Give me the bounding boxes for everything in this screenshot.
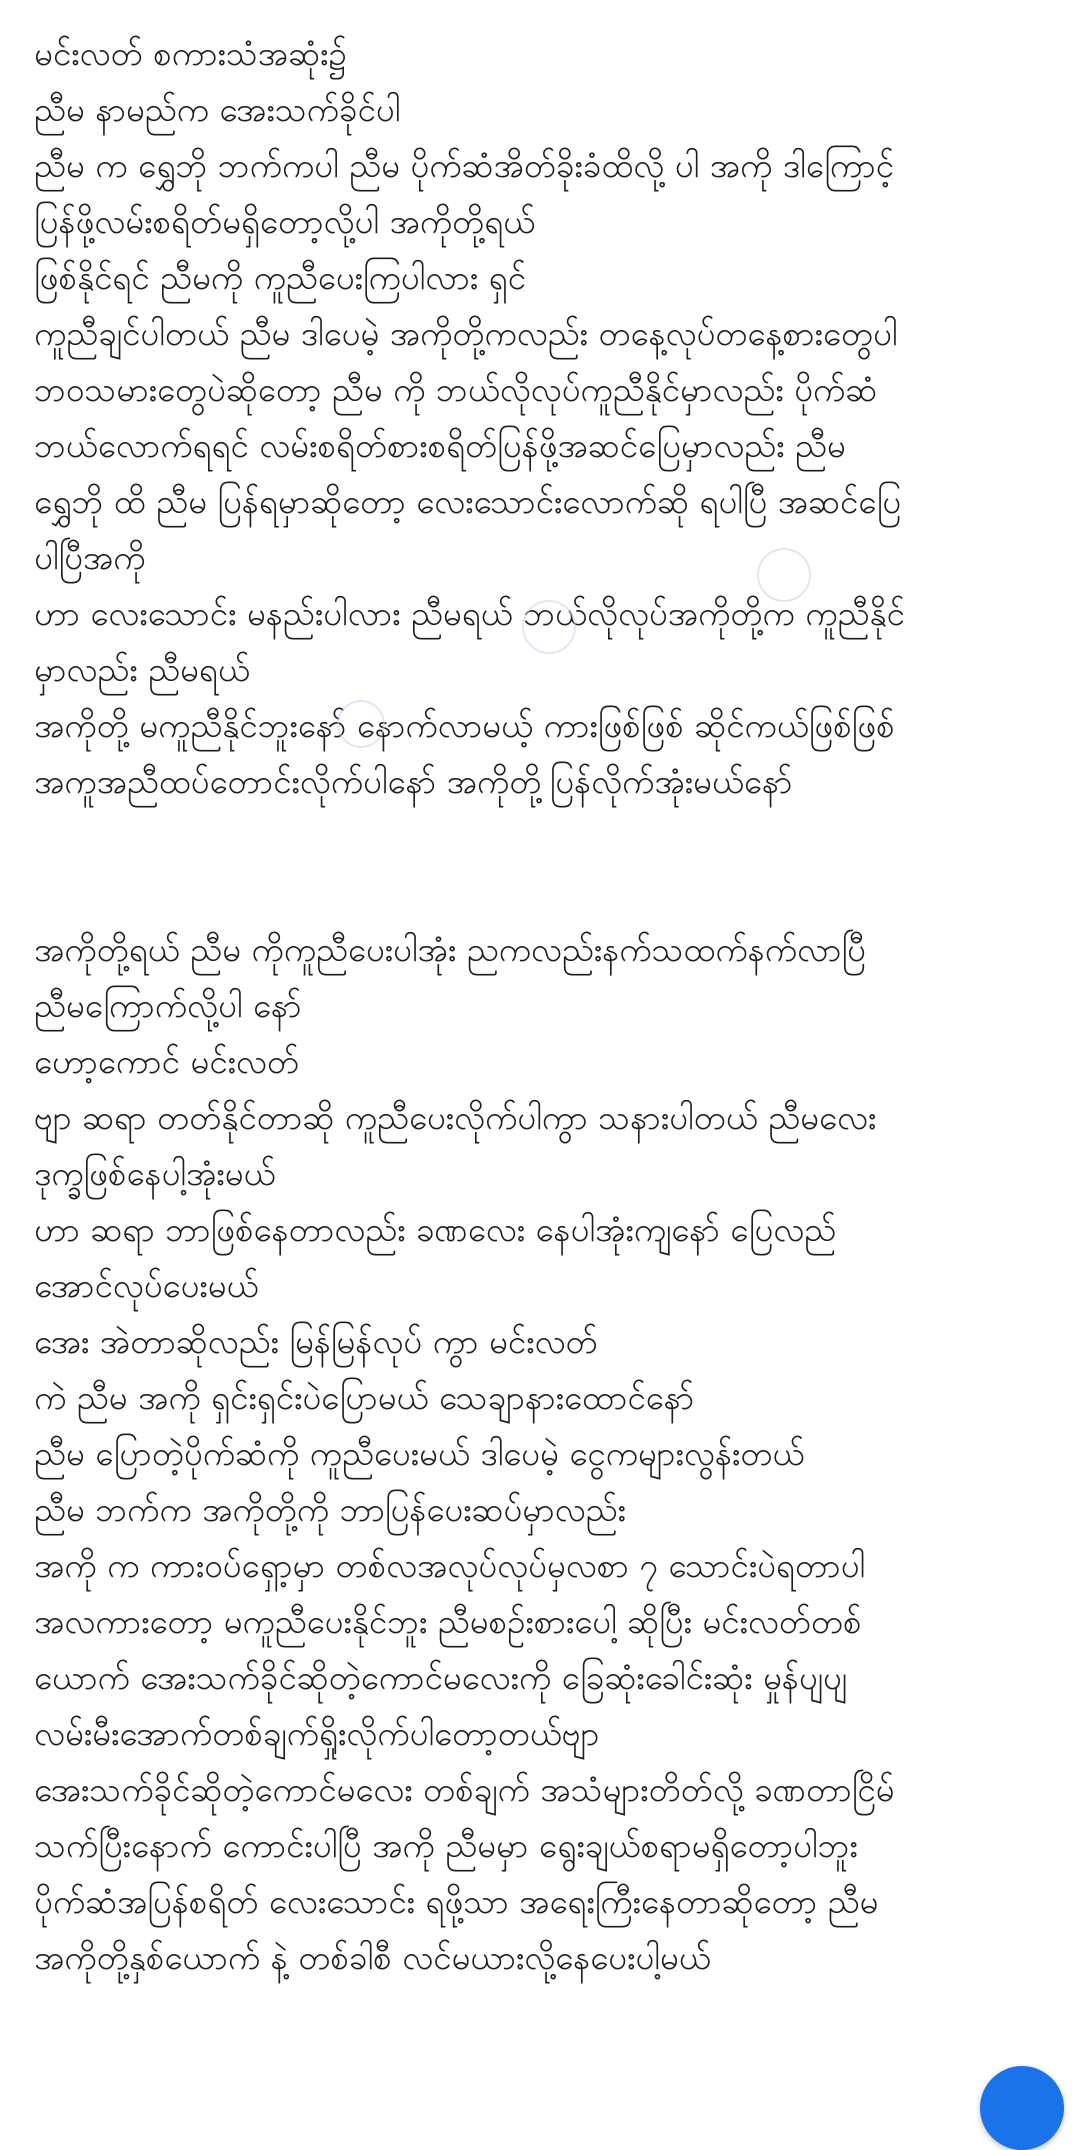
text-line: ဟာ ဆရာ ဘာဖြစ်နေတာလည်း ခဏလေး နေပါအုံးကျနော် ပြေလည် [34,1210,837,1249]
paragraph-gap [34,810,1054,922]
text-line: အောင်လုပ်ပေးမယ် [34,1266,259,1305]
text-line: ဗျာ ဆရာ တတ်နိုင်တာဆို ကူညီပေးလိုက်ပါကွာ သနားပါတယ် ညီမလေး [34,1098,877,1137]
text-line: အကို က ကားဝပ်ရှော့မှာ တစ်လအလုပ်လုပ်မှလစာ ၇ သောင်းပဲရတာပါ [34,1546,866,1585]
text-line: ညီမကြောက်လို့ပါ နော် [34,986,302,1025]
paragraph-2 [34,922,1054,1986]
document-body [34,26,1054,1986]
touch-ripple-indicator [337,700,385,748]
text-line: အကူအညီထပ်တောင်းလိုက်ပါနော် အကိုတို့ပြန်လိုက်အုံးမယ်နော် [34,762,793,801]
touch-ripple-indicator [522,600,576,654]
text-line: မှာလည်း ညီမရယ် [34,650,250,689]
text-line: ဖြစ်နိုင်ရင် ညီမကို ကူညီပေးကြပါလား ရှင် [34,258,526,297]
text-line: ကဲ ညီမ အကို ရှင်းရှင်းပဲပြောမယ် သေချာနားထောင်နော် [34,1378,695,1417]
text-line: အေးသက်ခိုင်ဆိုတဲ့ကောင်မလေး တစ်ချက် အသံများတိတ်လို့ ခဏတာငြိမ် [34,1770,895,1809]
text-line: ညီမ က ရွှေဘို ဘက်ကပါ ညီမ ပိုက်ဆံအိတ်ခိုးခံထိလို့ ပါ အကို ဒါကြောင့် [34,146,894,185]
text-line: ပါပြီအကို [34,538,146,577]
text-line: ဟော့ကောင် မင်းလတ် [34,1042,299,1081]
text-line: ဘဝသမားတွေပဲဆိုတော့ ညီမ ကို ဘယ်လိုလုပ်ကူညီနိုင်မှာလည်း ပိုက်ဆံ [34,370,878,409]
text-line: ပြန်ဖို့လမ်းစရိတ်မရှိတော့လို့ပါ အကိုတို့ရယ် [34,202,536,241]
text-line: ညီမ နာမည်က အေးသက်ခိုင်ပါ [34,90,401,129]
text-line: ဟာ လေးသောင်း မနည်းပါလား ညီမရယ် ဘယ်လိုလုပ်အကိုတို့က ကူညီနိုင် [34,594,905,633]
text-line: မင်းလတ် စကားသံအဆုံး၌ [34,34,347,73]
text-line: သက်ပြီးနောက် ကောင်းပါပြီ အကို ညီမမှာ ရွေးချယ်စရာမရှိတော့ပါဘူး [34,1826,858,1865]
text-line: လမ်းမီးအောက်တစ်ချက်ရှိုးလိုက်ပါတော့တယ်ဗျာ [34,1714,600,1753]
text-line: ဘယ်လောက်ရရင် လမ်းစရိတ်စားစရိတ်ပြန်ဖို့အဆင်ပြေမှာလည်း ညီမ [34,426,846,465]
floating-action-button[interactable] [980,2066,1064,2150]
text-line: အကိုတို့ရယ် ညီမ ကိုကူညီပေးပါအုံး ညကလည်းနက်သထက်နက်လာပြီ [34,930,866,969]
touch-ripple-indicator [757,548,811,602]
text-line: ညီမ ဘက်က အကိုတို့ကို ဘာပြန်ပေးဆပ်မှာလည်း [34,1490,626,1529]
text-line: အကိုတို့နှစ်ယောက် နဲ့ တစ်ခါစီ လင်မယားလို့နေပေးပါ့မယ် [34,1938,711,1977]
text-line: အလကားတော့ မကူညီပေးနိုင်ဘူး ညီမစဉ်းစားပေါ့ ဆိုပြီး မင်းလတ်တစ် [34,1602,862,1641]
text-line: ရွှေဘို ထိ ညီမ ပြန်ရမှာဆိုတော့ လေးသောင်းလောက်ဆို ရပါပြီ အဆင်ပြေ [34,482,902,521]
text-line: ယောက် အေးသက်ခိုင်ဆိုတဲ့ကောင်မလေးကို ခြေဆုံးခေါင်းဆုံး မှုန်ပျပျ [34,1658,847,1697]
text-line: ညီမ ပြောတဲ့ပိုက်ဆံကို ကူညီပေးမယ် ဒါပေမဲ့ ငွေကများလွန်းတယ် [34,1434,805,1473]
text-line: ပိုက်ဆံအပြန်စရိတ် လေးသောင်း ရဖို့သာ အရေးကြီးနေတာဆိုတော့ ညီမ [34,1882,879,1921]
paragraph-1 [34,26,1054,810]
text-line: အေး အဲတာဆိုလည်း မြန်မြန်လုပ် ကွာ မင်းလတ် [34,1322,598,1361]
text-line: အကိုတို့ မကူညီနိုင်ဘူးနော် နောက်လာမယ့် ကားဖြစ်ဖြစ် ဆိုင်ကယ်ဖြစ်ဖြစ် [34,706,895,745]
text-line: ဒုက္ခဖြစ်နေပါ့အုံးမယ် [34,1154,276,1193]
text-line: ကူညီချင်ပါတယ် ညီမ ဒါပေမဲ့ အကိုတို့ကလည်း တနေ့လုပ်တနေ့စားတွေပါ [34,314,898,353]
